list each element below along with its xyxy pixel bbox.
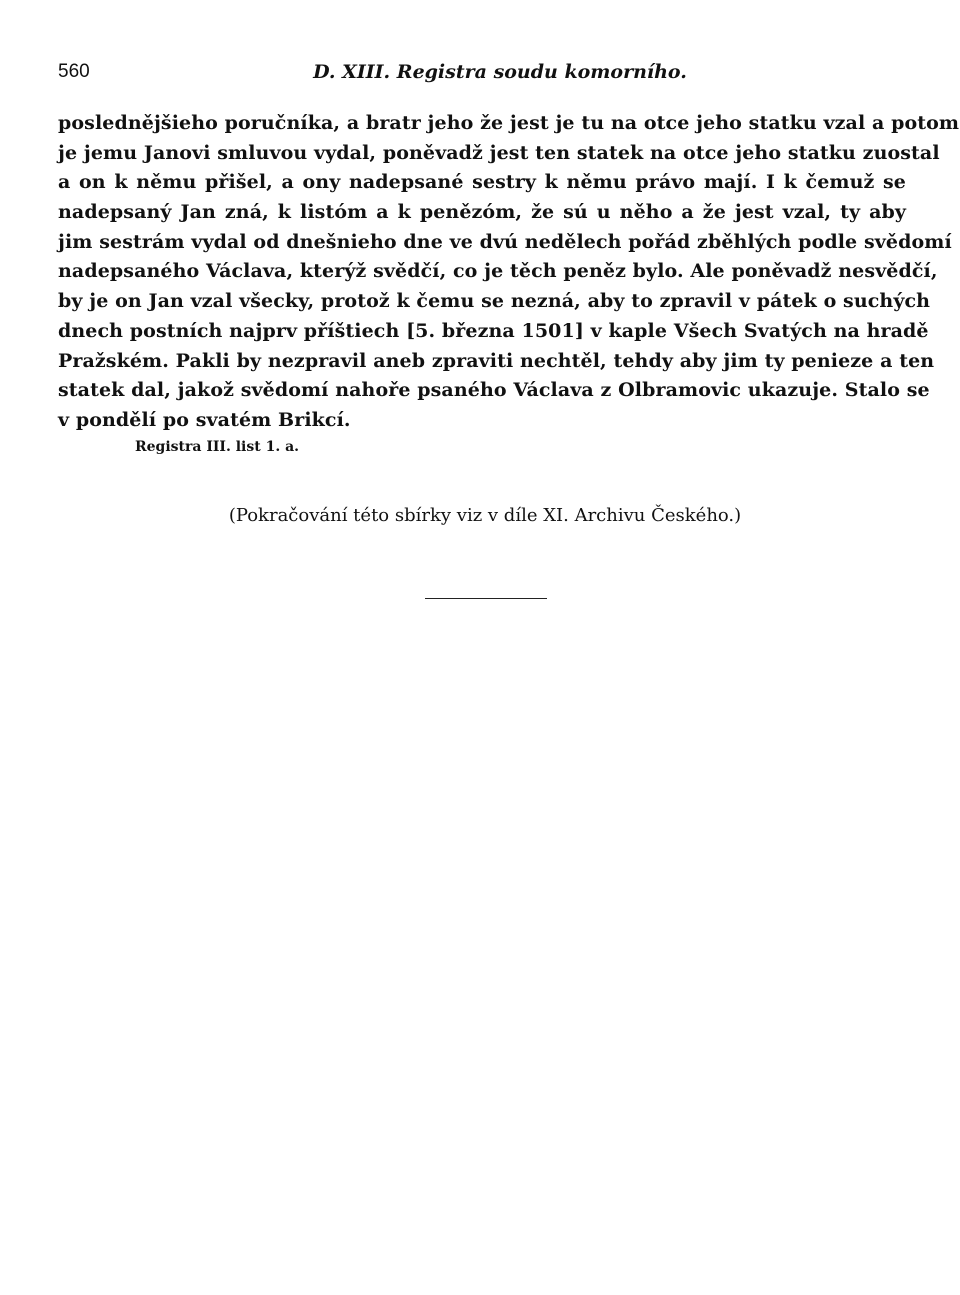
text-line: statek dal, jakož svědomí nahoře psaného Václava z Olbramovic ukazuje. Stalo se	[58, 379, 930, 402]
text-line: Pražském. Pakli by nezpravil aneb zpraviti nechtěl, tehdy aby jim ty penieze a ten	[58, 349, 935, 372]
running-title: D. XIII. Registra soudu komorního.	[313, 61, 687, 83]
body-paragraph	[58, 109, 960, 436]
text-line-last: v pondělí po svatém Brikcí.	[58, 408, 351, 431]
text-line: poslednějšieho poručníka, a bratr jeho že jest je tu na otce jeho statku vzal a potom	[58, 112, 960, 134]
text-line: dnech postních najprv příštiech [5. března 1501] v kaple Všech Svatých na hradě	[58, 319, 929, 342]
text-line: by je on Jan vzal všecky, protož k čemu se nezná, aby to zpravil v pátek o suchých	[58, 290, 931, 313]
continuation-note: (Pokračování této sbírky viz v díle XI. Archivu Českého.)	[228, 505, 742, 526]
text-line: jim sestrám vydal od dnešnieho dne ve dvú nedělech pořád zběhlých podle svědomí	[58, 230, 952, 253]
text-line: nadepsaného Václava, kterýž svědčí, co je těch peněz bylo. Ale poněvadž nesvědčí,	[58, 260, 938, 283]
end-rule	[425, 598, 547, 599]
text-line: je jemu Janovi smluvou vydal, poněvadž jest ten statek na otce jeho statku zuostal	[58, 141, 940, 164]
source-citation: Registra III. list 1. a.	[135, 439, 300, 455]
page-number: 560	[58, 61, 90, 82]
page-header	[58, 58, 902, 86]
text-line: nadepsaný Jan zná, k listóm a k penězóm, že sú u něho a že jest vzal, ty aby	[58, 201, 906, 224]
text-line: a on k němu přišel, a ony nadepsané sestry k němu právo mají. I k čemuž se	[58, 171, 906, 194]
